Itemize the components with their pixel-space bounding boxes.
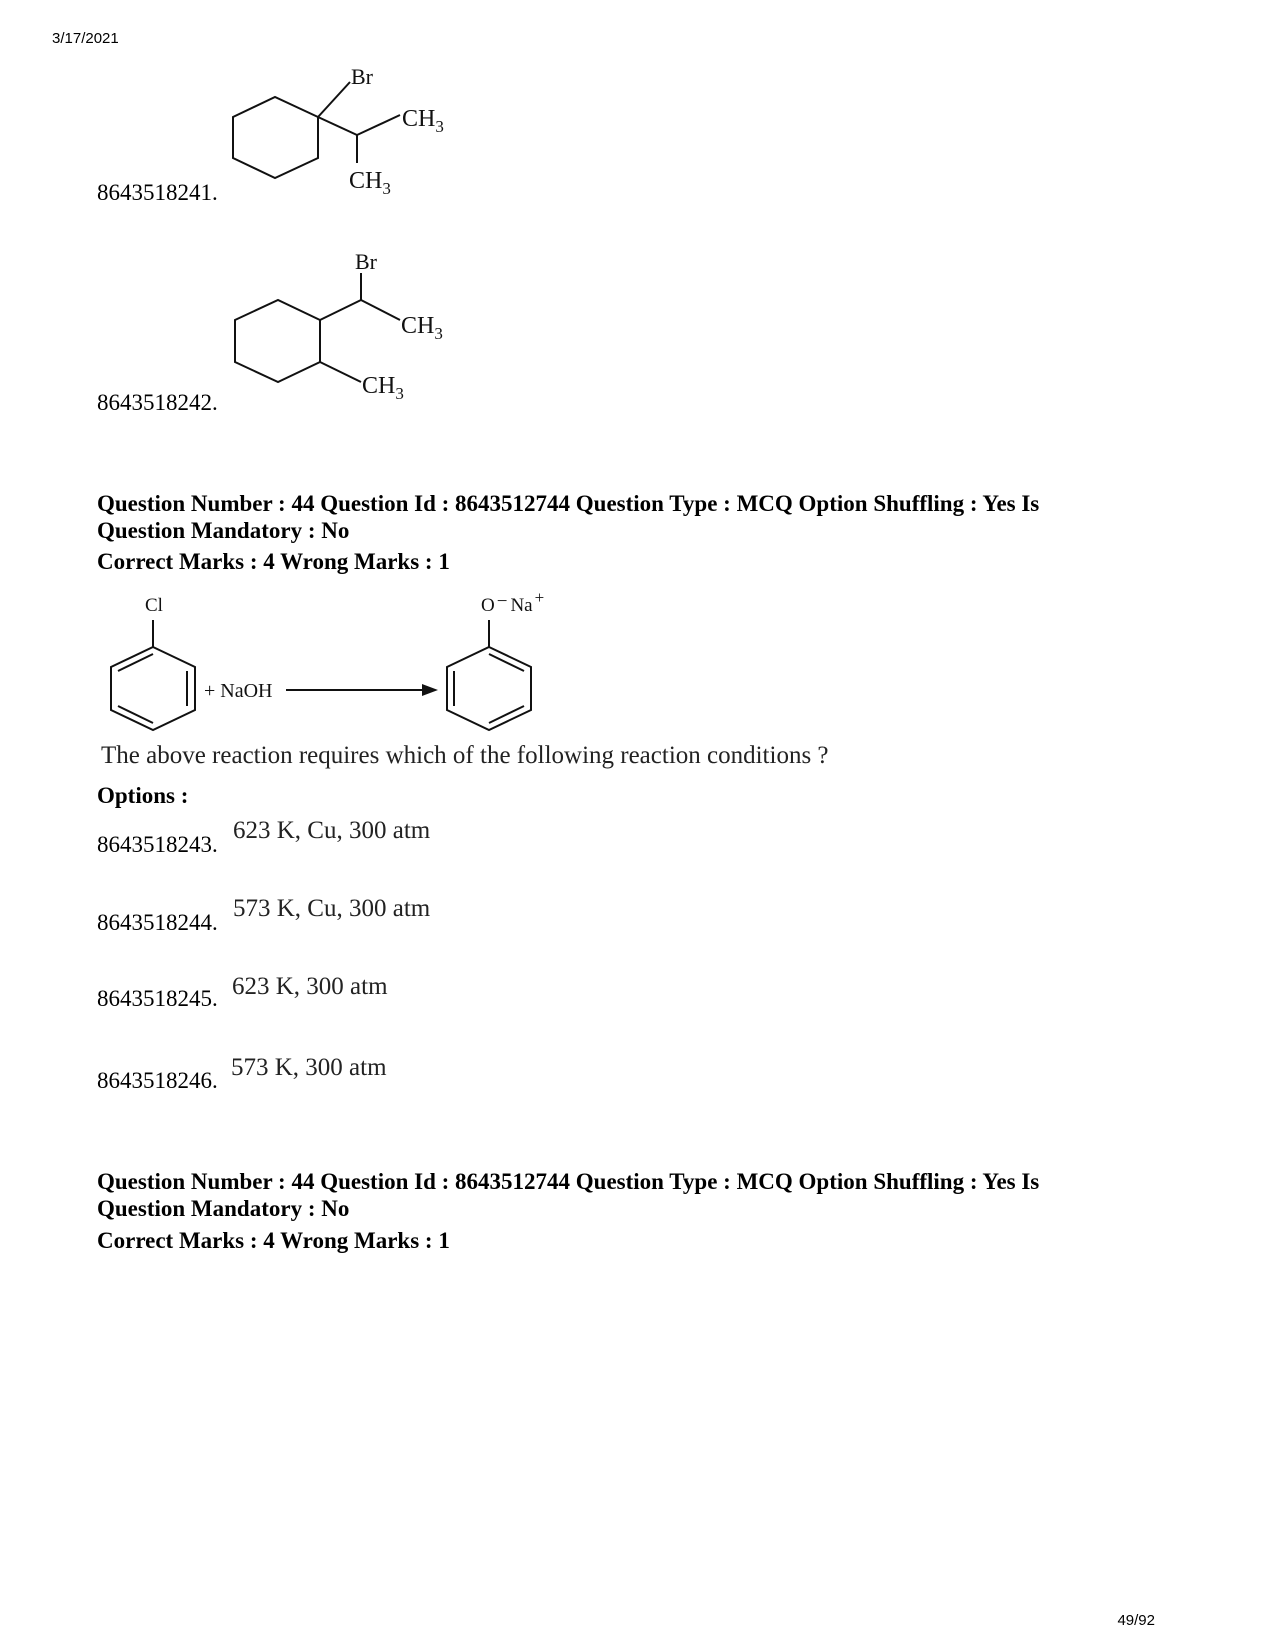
ch3-label: $CH_3$ — [402, 106, 444, 136]
ch3-label: $CH_3$ — [349, 168, 391, 198]
structure-option-1 — [225, 60, 485, 200]
option-text: 573 K, 300 atm — [231, 1054, 387, 1081]
question-header-line: Question Mandatory : No — [97, 1196, 350, 1221]
ch3-label: $CH_3$ — [362, 373, 404, 403]
page-number: 49/92 — [1117, 1612, 1155, 1629]
arrow-icon — [422, 684, 438, 696]
option-text: 573 K, Cu, 300 atm — [233, 895, 431, 922]
cl-label: Cl — [145, 595, 163, 616]
question-header-line: Question Mandatory : No — [97, 518, 350, 543]
question-header — [97, 490, 1039, 544]
question-marks: Correct Marks : 4 Wrong Marks : 1 — [97, 1228, 450, 1253]
reaction-diagram — [100, 585, 580, 735]
question-header-line: Question Number : 44 Question Id : 8643512744 Question Type : MCQ Option Shuffling : Yes Is — [97, 491, 1040, 516]
question-header-line: Question Number : 44 Question Id : 8643512744 Question Type : MCQ Option Shuffling : Yes Is — [97, 1169, 1040, 1194]
question-header — [97, 1168, 1039, 1222]
ch3-label: $CH_3$ — [401, 313, 443, 343]
option-id: 8643518245. — [97, 986, 218, 1011]
br-label: Br — [351, 64, 373, 89]
question-text: The above reaction requires which of the following reaction conditions ? — [101, 742, 829, 769]
option-id: 8643518244. — [97, 910, 218, 935]
br-label: Br — [355, 249, 377, 274]
options-label: Options : — [97, 783, 189, 808]
option-id: 8643518241. — [97, 180, 218, 205]
print-date: 3/17/2021 — [52, 30, 119, 47]
question-marks: Correct Marks : 4 Wrong Marks : 1 — [97, 549, 450, 574]
reagent-label: + NaOH — [204, 680, 273, 702]
option-id: 8643518246. — [97, 1068, 218, 1093]
option-id: 8643518242. — [97, 390, 218, 415]
option-id: 8643518243. — [97, 832, 218, 857]
option-text: 623 K, Cu, 300 atm — [233, 817, 431, 844]
o-label: O − Na + — [481, 588, 545, 616]
structure-option-2 — [225, 245, 485, 405]
option-text: 623 K, 300 atm — [232, 973, 388, 1000]
